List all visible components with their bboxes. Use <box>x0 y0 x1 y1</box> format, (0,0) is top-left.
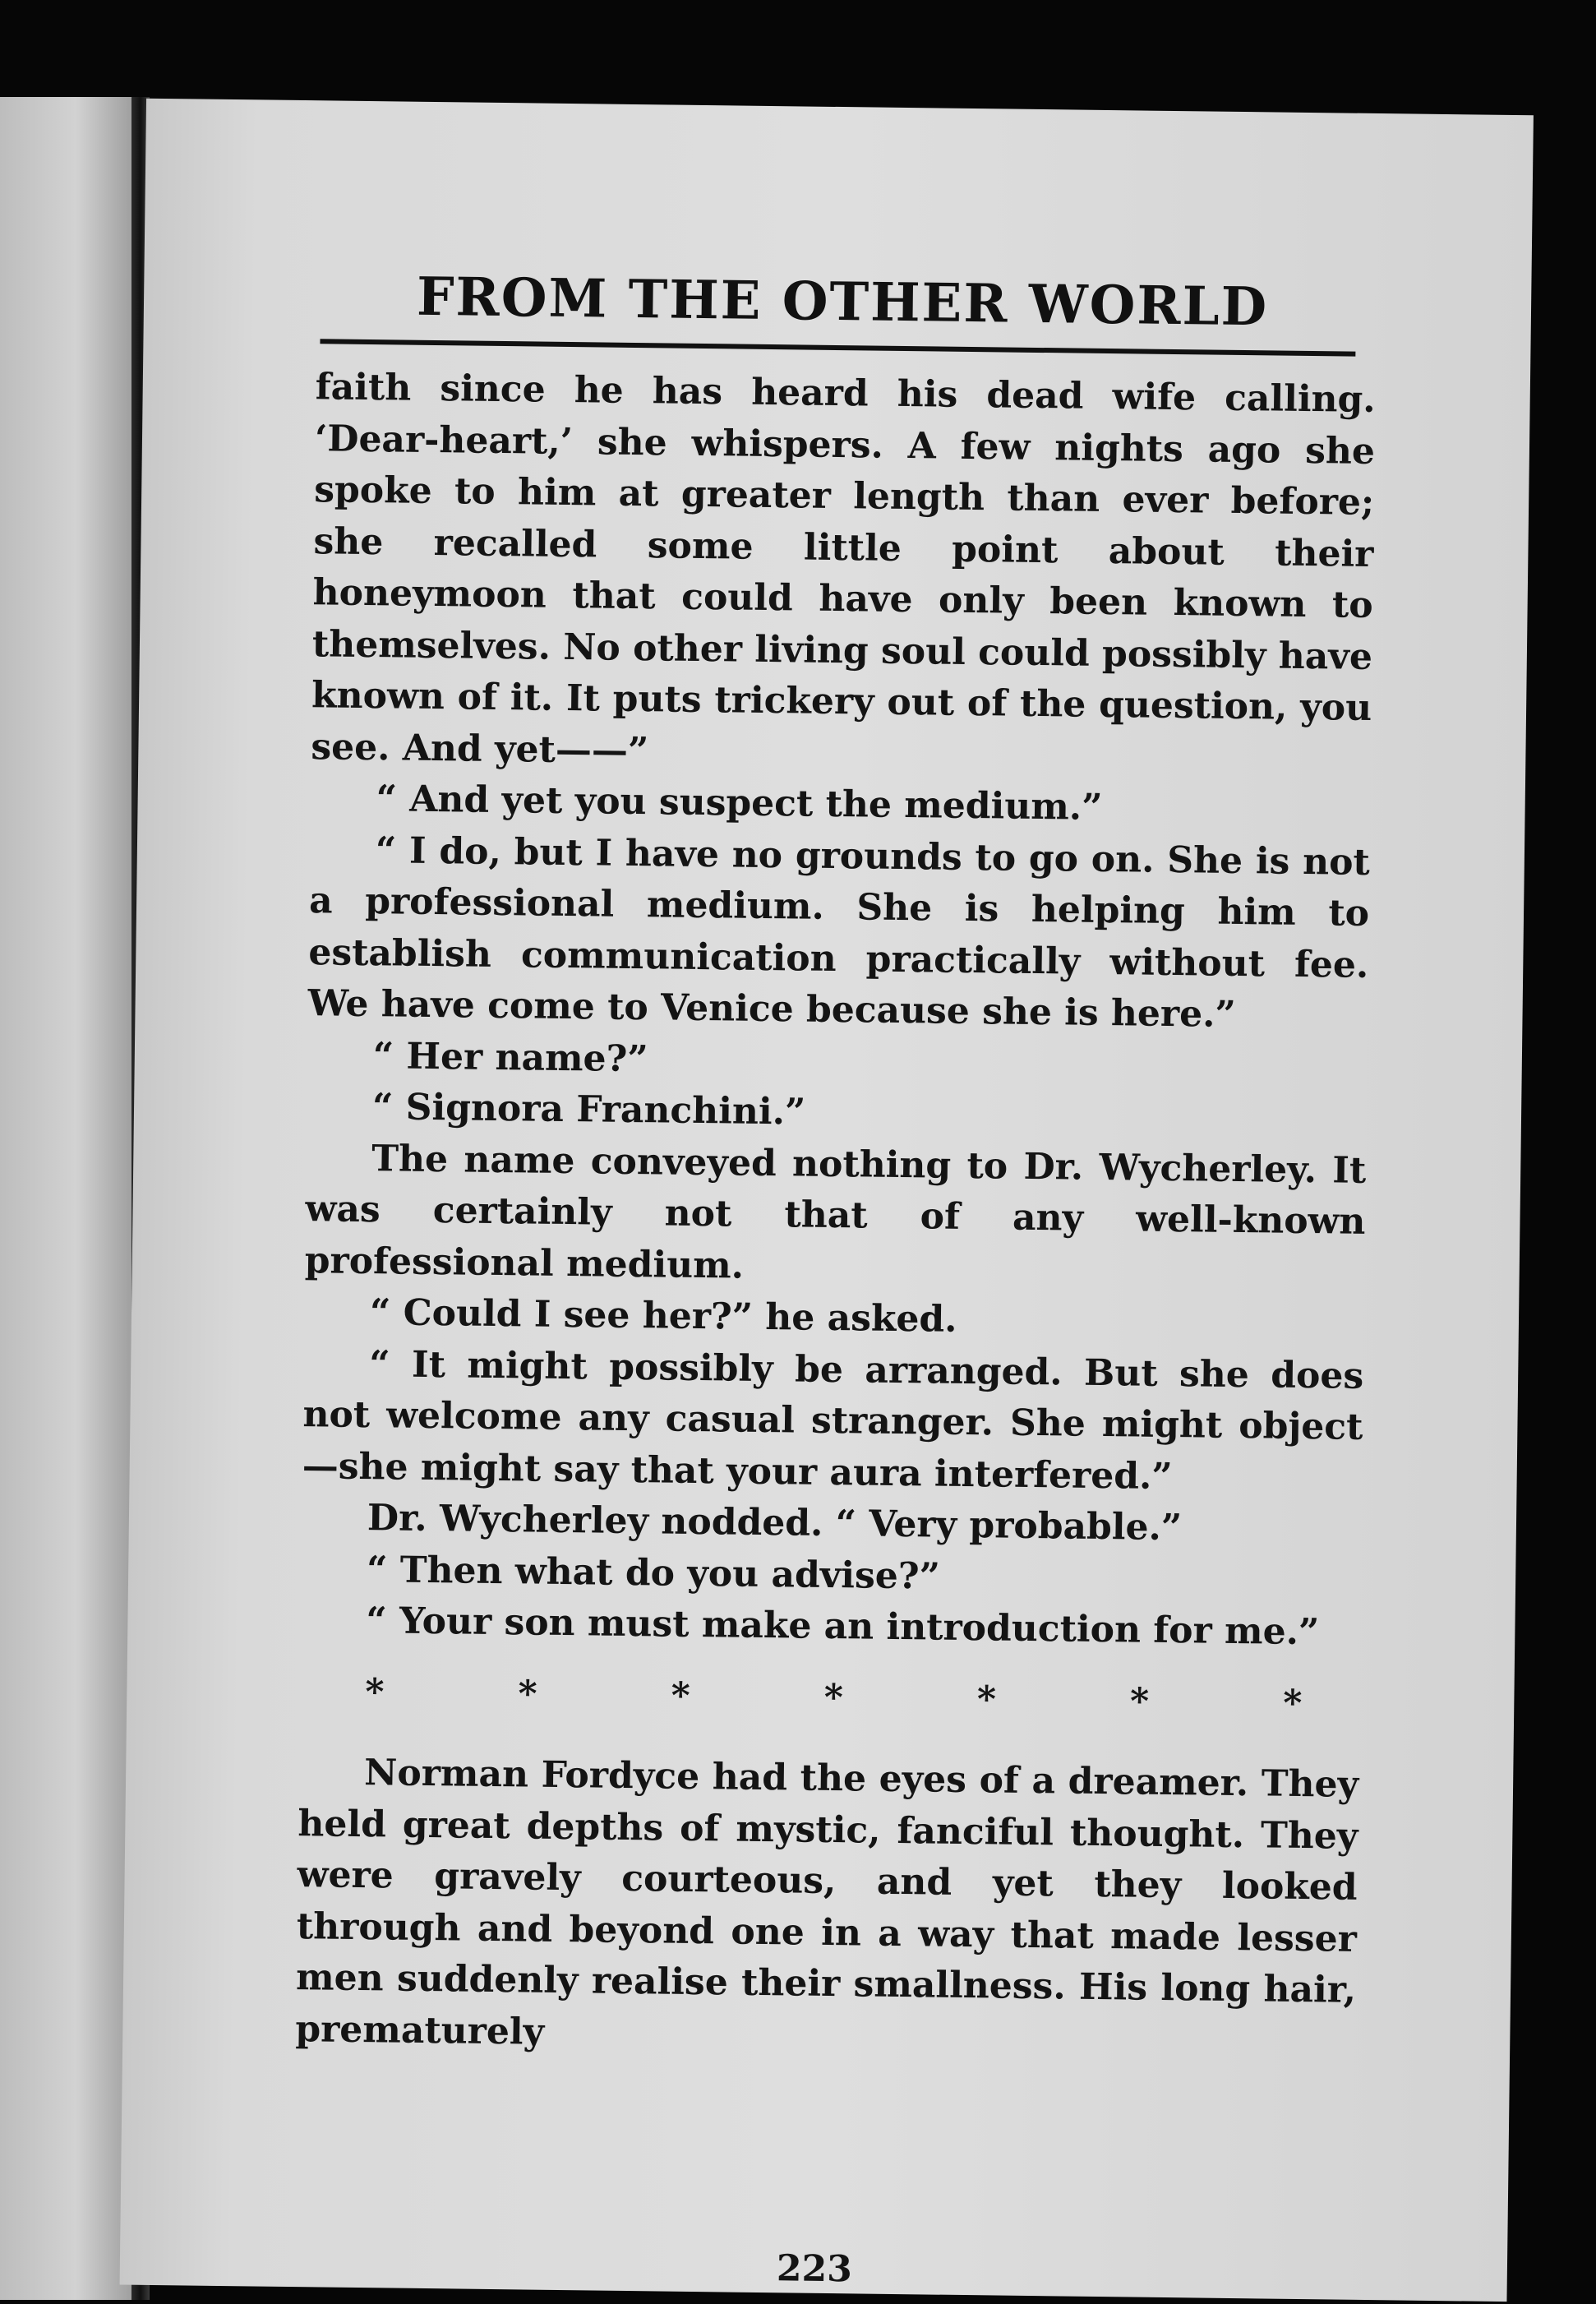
book-page <box>120 99 1534 2302</box>
section-break-star: * <box>1282 1682 1303 1725</box>
paragraph: “ I do, but I have no grounds to go on. She is not a professional medium. She is helping him to establish communication practically without fee. We have come to Venice because she is here.” <box>307 829 1371 1036</box>
paragraph: “ Your son must make an introduction for me.” <box>366 1600 1320 1654</box>
paragraph: faith since he has heard his dead wife calling. ‘Dear-heart,’ she whispers. A few nights ago she spoke to him at greater length than ever before; she recalled some little point about their honeymoon that could have only been known to themselves. No other living soul could possibly have known of it. It puts trickery out of the question, you see. And yet——” <box>311 366 1377 772</box>
left-page-edge <box>0 97 138 2300</box>
section-break-star: * <box>1129 1679 1150 1723</box>
section-break-star: * <box>518 1672 537 1715</box>
paragraph: “ Then what do you advise?” <box>366 1548 941 1598</box>
section-break-star: * <box>671 1674 691 1717</box>
section-break-star: * <box>365 1670 385 1713</box>
header-rule <box>320 339 1355 356</box>
section-break <box>299 1646 1360 1760</box>
page-body <box>295 362 1376 2068</box>
running-title: FROM THE OTHER WORLD <box>416 265 1269 339</box>
paragraph: Norman Fordyce had the eyes of a dreamer. They held great depths of mystic, fanciful thought. They were gravely courteous, and yet they looked through and beyond one in a way that made lesser men suddenly realise their smallness. His long hair, prematurely <box>295 1752 1359 2053</box>
section-break-star: * <box>823 1676 844 1719</box>
section-break-star: * <box>976 1678 997 1720</box>
paragraph: “ Her name?” <box>372 1034 648 1080</box>
page-number: 223 <box>776 2247 853 2291</box>
paragraph: “ Signora Franchini.” <box>371 1086 806 1134</box>
paragraph: “ It might possibly be arranged. But she does not welcome any casual stranger. She might object—she might say that your aura interfered.” <box>302 1342 1364 1498</box>
paragraph: The name conveyed nothing to Dr. Wycherley. It was certainly not that of any well-known professional medium. <box>304 1137 1367 1287</box>
paragraph: “ And yet you suspect the medium.” <box>376 778 1103 829</box>
paragraph: Dr. Wycherley nodded. “ Very probable.” <box>367 1497 1183 1549</box>
paragraph: “ Could I see her?” he asked. <box>369 1291 957 1341</box>
